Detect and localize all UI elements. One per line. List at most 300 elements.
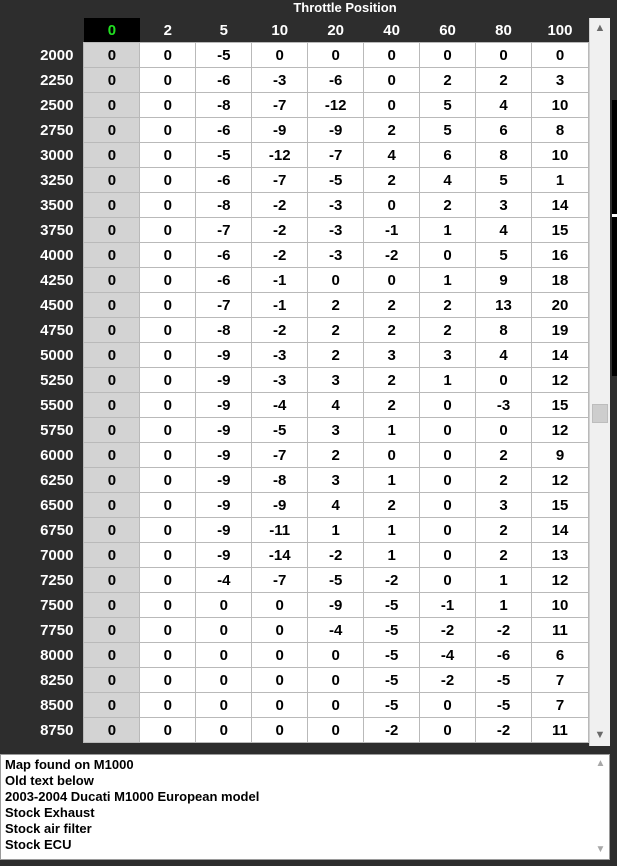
- row-header[interactable]: 2750: [0, 118, 84, 143]
- map-cell[interactable]: 2: [476, 543, 532, 568]
- map-cell[interactable]: 4: [476, 218, 532, 243]
- map-cell[interactable]: 14: [531, 193, 588, 218]
- row-header[interactable]: 8750: [0, 718, 84, 743]
- map-cell[interactable]: 0: [140, 618, 196, 643]
- map-cell[interactable]: 0: [140, 718, 196, 743]
- map-cell[interactable]: -5: [308, 168, 364, 193]
- notes-textarea[interactable]: [0, 754, 610, 860]
- map-cell[interactable]: 0: [420, 568, 476, 593]
- map-cell[interactable]: 0: [140, 418, 196, 443]
- map-cell[interactable]: 0: [420, 393, 476, 418]
- map-cell[interactable]: 0: [140, 468, 196, 493]
- map-cell[interactable]: 0: [140, 593, 196, 618]
- map-cell[interactable]: 0: [140, 43, 196, 68]
- map-cell[interactable]: 0: [140, 393, 196, 418]
- map-cell[interactable]: 0: [84, 168, 140, 193]
- map-cell[interactable]: 2: [420, 318, 476, 343]
- map-cell[interactable]: 0: [252, 43, 308, 68]
- map-cell[interactable]: -1: [364, 218, 420, 243]
- map-cell[interactable]: -5: [364, 618, 420, 643]
- map-cell[interactable]: 0: [84, 268, 140, 293]
- map-cell[interactable]: 0: [140, 268, 196, 293]
- map-cell[interactable]: 0: [196, 718, 252, 743]
- scroll-up-icon[interactable]: ▲: [594, 22, 606, 34]
- map-cell[interactable]: 0: [196, 643, 252, 668]
- row-header[interactable]: 6000: [0, 443, 84, 468]
- map-cell[interactable]: -9: [196, 468, 252, 493]
- map-cell[interactable]: -8: [196, 93, 252, 118]
- map-cell[interactable]: -9: [308, 593, 364, 618]
- map-cell[interactable]: 2: [308, 443, 364, 468]
- map-cell[interactable]: 0: [140, 343, 196, 368]
- map-cell[interactable]: -7: [252, 568, 308, 593]
- map-cell[interactable]: -9: [196, 518, 252, 543]
- map-cell[interactable]: 2: [420, 293, 476, 318]
- map-cell[interactable]: 0: [140, 68, 196, 93]
- map-cell[interactable]: 0: [84, 118, 140, 143]
- map-cell[interactable]: -9: [196, 368, 252, 393]
- map-cell[interactable]: -7: [196, 218, 252, 243]
- row-header[interactable]: 3250: [0, 168, 84, 193]
- map-cell[interactable]: 0: [364, 43, 420, 68]
- map-cell[interactable]: -5: [252, 418, 308, 443]
- map-cell[interactable]: 0: [84, 218, 140, 243]
- map-cell[interactable]: 1: [531, 168, 588, 193]
- map-cell[interactable]: 4: [476, 93, 532, 118]
- map-cell[interactable]: 2: [364, 293, 420, 318]
- map-cell[interactable]: -2: [252, 243, 308, 268]
- map-cell[interactable]: 1: [364, 543, 420, 568]
- map-cell[interactable]: 0: [531, 43, 588, 68]
- map-cell[interactable]: -9: [252, 493, 308, 518]
- map-cell[interactable]: -9: [196, 343, 252, 368]
- map-cell[interactable]: 9: [476, 268, 532, 293]
- map-cell[interactable]: 2: [364, 318, 420, 343]
- map-cell[interactable]: -9: [196, 418, 252, 443]
- map-cell[interactable]: -2: [476, 718, 532, 743]
- map-cell[interactable]: 0: [140, 543, 196, 568]
- map-cell[interactable]: 8: [476, 143, 532, 168]
- map-cell[interactable]: -2: [476, 618, 532, 643]
- map-cell[interactable]: 2: [308, 293, 364, 318]
- map-cell[interactable]: 4: [308, 393, 364, 418]
- map-cell[interactable]: 0: [140, 368, 196, 393]
- map-cell[interactable]: 0: [252, 643, 308, 668]
- map-cell[interactable]: 3: [476, 493, 532, 518]
- map-cell[interactable]: -6: [196, 118, 252, 143]
- map-cell[interactable]: 0: [84, 318, 140, 343]
- map-cell[interactable]: 0: [420, 543, 476, 568]
- map-cell[interactable]: 10: [531, 143, 588, 168]
- map-cell[interactable]: 2: [476, 468, 532, 493]
- map-cell[interactable]: 1: [364, 468, 420, 493]
- map-cell[interactable]: 5: [476, 243, 532, 268]
- map-cell[interactable]: -5: [364, 668, 420, 693]
- map-cell[interactable]: 11: [531, 618, 588, 643]
- map-cell[interactable]: 0: [140, 318, 196, 343]
- map-cell[interactable]: 1: [420, 268, 476, 293]
- map-cell[interactable]: 0: [308, 43, 364, 68]
- map-cell[interactable]: -5: [308, 568, 364, 593]
- map-cell[interactable]: 6: [420, 143, 476, 168]
- map-cell[interactable]: 0: [140, 493, 196, 518]
- map-cell[interactable]: 0: [84, 618, 140, 643]
- map-cell[interactable]: 0: [420, 518, 476, 543]
- map-cell[interactable]: 2: [420, 193, 476, 218]
- map-cell[interactable]: -2: [252, 193, 308, 218]
- map-cell[interactable]: 14: [531, 518, 588, 543]
- map-cell[interactable]: 2: [364, 493, 420, 518]
- map-cell[interactable]: -7: [252, 93, 308, 118]
- map-cell[interactable]: 20: [531, 293, 588, 318]
- map-cell[interactable]: -3: [476, 393, 532, 418]
- map-cell[interactable]: 0: [140, 118, 196, 143]
- map-cell[interactable]: 0: [140, 293, 196, 318]
- map-cell[interactable]: 8: [531, 118, 588, 143]
- map-cell[interactable]: 0: [140, 443, 196, 468]
- map-cell[interactable]: -7: [308, 143, 364, 168]
- row-header[interactable]: 5000: [0, 343, 84, 368]
- row-header[interactable]: 8250: [0, 668, 84, 693]
- map-cell[interactable]: 0: [308, 268, 364, 293]
- map-cell[interactable]: 0: [196, 593, 252, 618]
- map-cell[interactable]: 6: [476, 118, 532, 143]
- map-cell[interactable]: 4: [420, 168, 476, 193]
- map-cell[interactable]: -1: [420, 593, 476, 618]
- map-cell[interactable]: 0: [140, 518, 196, 543]
- map-cell[interactable]: -3: [252, 68, 308, 93]
- map-cell[interactable]: 0: [420, 43, 476, 68]
- map-cell[interactable]: 4: [476, 343, 532, 368]
- map-cell[interactable]: -4: [308, 618, 364, 643]
- table-row: [0, 518, 589, 543]
- column-header[interactable]: 10: [252, 18, 308, 43]
- map-cell[interactable]: 0: [140, 693, 196, 718]
- map-cell[interactable]: 2: [308, 318, 364, 343]
- map-cell[interactable]: 0: [364, 93, 420, 118]
- map-cell[interactable]: 0: [84, 43, 140, 68]
- map-cell[interactable]: -5: [196, 43, 252, 68]
- column-header[interactable]: 100: [531, 18, 588, 43]
- map-cell[interactable]: 0: [140, 93, 196, 118]
- map-cell[interactable]: -5: [476, 693, 532, 718]
- map-cell[interactable]: 5: [420, 93, 476, 118]
- map-cell[interactable]: 1: [476, 568, 532, 593]
- row-header[interactable]: 4500: [0, 293, 84, 318]
- map-cell[interactable]: 0: [140, 168, 196, 193]
- map-cell[interactable]: -8: [196, 193, 252, 218]
- map-cell[interactable]: 0: [364, 268, 420, 293]
- notes-scroll-down-icon[interactable]: ▼: [595, 844, 606, 855]
- map-cell[interactable]: -6: [196, 68, 252, 93]
- map-cell[interactable]: 2: [364, 168, 420, 193]
- map-cell[interactable]: 10: [531, 593, 588, 618]
- map-cell[interactable]: 1: [420, 218, 476, 243]
- map-cell[interactable]: -4: [252, 393, 308, 418]
- map-cell[interactable]: 5: [420, 118, 476, 143]
- row-header[interactable]: 4000: [0, 243, 84, 268]
- map-cell[interactable]: 0: [84, 593, 140, 618]
- map-cell[interactable]: -1: [252, 293, 308, 318]
- map-cell[interactable]: 0: [420, 243, 476, 268]
- map-cell[interactable]: 15: [531, 393, 588, 418]
- map-cell[interactable]: -9: [196, 543, 252, 568]
- map-cell[interactable]: 11: [531, 718, 588, 743]
- map-cell[interactable]: 0: [252, 693, 308, 718]
- map-cell[interactable]: 1: [476, 593, 532, 618]
- map-cell[interactable]: 0: [84, 468, 140, 493]
- map-cell[interactable]: 1: [420, 368, 476, 393]
- map-cell[interactable]: 1: [308, 518, 364, 543]
- map-cell[interactable]: 2: [476, 518, 532, 543]
- map-cell[interactable]: -1: [252, 268, 308, 293]
- map-cell[interactable]: -8: [252, 468, 308, 493]
- row-header[interactable]: 5750: [0, 418, 84, 443]
- map-cell[interactable]: -5: [364, 643, 420, 668]
- column-header[interactable]: 60: [420, 18, 476, 43]
- scrollbar-thumb[interactable]: [592, 404, 608, 423]
- map-cell[interactable]: 3: [364, 343, 420, 368]
- row-header[interactable]: 5500: [0, 393, 84, 418]
- map-cell[interactable]: 0: [140, 643, 196, 668]
- row-header[interactable]: 7500: [0, 593, 84, 618]
- map-cell[interactable]: 2: [476, 68, 532, 93]
- map-cell[interactable]: 19: [531, 318, 588, 343]
- map-cell[interactable]: -9: [252, 118, 308, 143]
- map-cell[interactable]: 5: [476, 168, 532, 193]
- table-row: [0, 268, 589, 293]
- map-cell[interactable]: 0: [84, 93, 140, 118]
- map-cell[interactable]: 15: [531, 493, 588, 518]
- row-header[interactable]: 3500: [0, 193, 84, 218]
- map-cell[interactable]: 0: [84, 143, 140, 168]
- row-header[interactable]: 7000: [0, 543, 84, 568]
- map-cell[interactable]: 0: [196, 618, 252, 643]
- column-header[interactable]: 20: [308, 18, 364, 43]
- map-cell[interactable]: -5: [476, 668, 532, 693]
- map-cell[interactable]: 0: [84, 368, 140, 393]
- map-cell[interactable]: 0: [364, 443, 420, 468]
- map-cell[interactable]: -6: [476, 643, 532, 668]
- map-cell[interactable]: 0: [252, 718, 308, 743]
- scroll-down-icon[interactable]: ▼: [594, 729, 606, 741]
- row-header[interactable]: 6500: [0, 493, 84, 518]
- map-cell[interactable]: 16: [531, 243, 588, 268]
- map-cell[interactable]: 10: [531, 93, 588, 118]
- map-cell[interactable]: 15: [531, 218, 588, 243]
- map-cell[interactable]: 0: [84, 418, 140, 443]
- map-cell[interactable]: -9: [308, 118, 364, 143]
- map-cell[interactable]: -2: [252, 318, 308, 343]
- map-cell[interactable]: -3: [308, 193, 364, 218]
- map-cell[interactable]: 13: [476, 293, 532, 318]
- map-cell[interactable]: -2: [420, 668, 476, 693]
- map-cell[interactable]: 0: [84, 518, 140, 543]
- map-cell[interactable]: 0: [84, 443, 140, 468]
- row-header[interactable]: 8500: [0, 693, 84, 718]
- map-cell[interactable]: 14: [531, 343, 588, 368]
- map-cell[interactable]: -2: [252, 218, 308, 243]
- map-cell[interactable]: 0: [84, 543, 140, 568]
- map-cell[interactable]: 0: [308, 718, 364, 743]
- map-cell[interactable]: 0: [308, 668, 364, 693]
- map-cell[interactable]: 0: [364, 68, 420, 93]
- notes-scroll-up-icon[interactable]: ▲: [595, 758, 606, 769]
- map-cell[interactable]: 2: [420, 68, 476, 93]
- map-cell[interactable]: 0: [84, 568, 140, 593]
- map-cell[interactable]: 12: [531, 468, 588, 493]
- column-header[interactable]: 40: [364, 18, 420, 43]
- map-cell[interactable]: 0: [84, 193, 140, 218]
- row-header[interactable]: 4750: [0, 318, 84, 343]
- row-header[interactable]: 6250: [0, 468, 84, 493]
- map-cell[interactable]: -6: [196, 243, 252, 268]
- map-cell[interactable]: 0: [476, 368, 532, 393]
- map-cell[interactable]: 12: [531, 418, 588, 443]
- map-cell[interactable]: -6: [308, 68, 364, 93]
- map-cell[interactable]: -14: [252, 543, 308, 568]
- map-cell[interactable]: -8: [196, 318, 252, 343]
- map-cell[interactable]: 0: [252, 593, 308, 618]
- map-cell[interactable]: -2: [364, 243, 420, 268]
- map-cell[interactable]: 4: [308, 493, 364, 518]
- map-cell[interactable]: 3: [308, 468, 364, 493]
- map-cell[interactable]: 3: [308, 368, 364, 393]
- map-cell[interactable]: 0: [420, 443, 476, 468]
- map-cell[interactable]: 3: [420, 343, 476, 368]
- map-cell[interactable]: 1: [364, 418, 420, 443]
- map-cell[interactable]: 0: [420, 418, 476, 443]
- map-cell[interactable]: 2: [364, 393, 420, 418]
- map-cell[interactable]: -5: [364, 693, 420, 718]
- map-cell[interactable]: 12: [531, 568, 588, 593]
- map-cell[interactable]: -2: [308, 543, 364, 568]
- map-cell[interactable]: 0: [252, 618, 308, 643]
- map-cell[interactable]: 13: [531, 543, 588, 568]
- map-cell[interactable]: -9: [196, 493, 252, 518]
- map-cell[interactable]: 0: [364, 193, 420, 218]
- row-header[interactable]: 2250: [0, 68, 84, 93]
- column-header[interactable]: 80: [476, 18, 532, 43]
- map-cell[interactable]: 0: [308, 643, 364, 668]
- map-cell[interactable]: -3: [252, 343, 308, 368]
- map-cell[interactable]: 6: [531, 643, 588, 668]
- grid-vertical-scrollbar[interactable]: [589, 18, 610, 746]
- row-header[interactable]: 6750: [0, 518, 84, 543]
- map-cell[interactable]: 0: [476, 418, 532, 443]
- map-cell[interactable]: 7: [531, 693, 588, 718]
- map-cell[interactable]: 0: [84, 718, 140, 743]
- row-header[interactable]: 5250: [0, 368, 84, 393]
- map-cell[interactable]: 9: [531, 443, 588, 468]
- map-cell[interactable]: 0: [420, 468, 476, 493]
- map-cell[interactable]: -3: [252, 368, 308, 393]
- map-cell[interactable]: 0: [140, 218, 196, 243]
- row-header[interactable]: 7250: [0, 568, 84, 593]
- row-header[interactable]: 3750: [0, 218, 84, 243]
- map-cell[interactable]: 0: [196, 693, 252, 718]
- map-cell[interactable]: 0: [84, 68, 140, 93]
- map-cell[interactable]: 0: [84, 693, 140, 718]
- map-cell[interactable]: 0: [84, 493, 140, 518]
- map-cell[interactable]: 0: [308, 693, 364, 718]
- map-cell[interactable]: 0: [140, 193, 196, 218]
- map-cell[interactable]: -2: [364, 718, 420, 743]
- row-header[interactable]: 3000: [0, 143, 84, 168]
- map-cell[interactable]: -2: [364, 568, 420, 593]
- map-cell[interactable]: 12: [531, 368, 588, 393]
- map-cell[interactable]: 0: [420, 693, 476, 718]
- map-cell[interactable]: -5: [196, 143, 252, 168]
- map-cell[interactable]: 2: [364, 368, 420, 393]
- map-cell[interactable]: -7: [252, 443, 308, 468]
- row-header[interactable]: 8000: [0, 643, 84, 668]
- map-cell[interactable]: -12: [308, 93, 364, 118]
- map-cell[interactable]: 0: [196, 668, 252, 693]
- map-cell[interactable]: 18: [531, 268, 588, 293]
- map-cell[interactable]: 0: [140, 143, 196, 168]
- map-cell[interactable]: -2: [420, 618, 476, 643]
- map-cell[interactable]: 0: [140, 243, 196, 268]
- map-cell[interactable]: 2: [364, 118, 420, 143]
- map-cell[interactable]: 2: [476, 443, 532, 468]
- map-cell[interactable]: -5: [364, 593, 420, 618]
- map-cell[interactable]: -3: [308, 243, 364, 268]
- map-cell[interactable]: 4: [364, 143, 420, 168]
- map-cell[interactable]: -11: [252, 518, 308, 543]
- map-cell[interactable]: 0: [420, 493, 476, 518]
- map-cell[interactable]: 0: [84, 393, 140, 418]
- row-header[interactable]: 2500: [0, 93, 84, 118]
- map-cell[interactable]: 0: [476, 43, 532, 68]
- map-cell[interactable]: 0: [84, 643, 140, 668]
- column-header[interactable]: 5: [196, 18, 252, 43]
- map-cell[interactable]: -6: [196, 168, 252, 193]
- notes-scrollbar[interactable]: [592, 755, 609, 859]
- map-cell[interactable]: 0: [420, 718, 476, 743]
- row-header[interactable]: 4250: [0, 268, 84, 293]
- map-cell[interactable]: -4: [420, 643, 476, 668]
- map-cell[interactable]: -12: [252, 143, 308, 168]
- column-header[interactable]: 0: [84, 18, 140, 43]
- map-cell[interactable]: 0: [140, 568, 196, 593]
- column-header[interactable]: 2: [140, 18, 196, 43]
- map-cell[interactable]: 2: [308, 343, 364, 368]
- map-cell[interactable]: -7: [196, 293, 252, 318]
- map-cell[interactable]: 3: [476, 193, 532, 218]
- map-cell[interactable]: -4: [196, 568, 252, 593]
- map-cell[interactable]: 7: [531, 668, 588, 693]
- map-cell[interactable]: 0: [84, 293, 140, 318]
- map-cell[interactable]: -7: [252, 168, 308, 193]
- map-cell[interactable]: 3: [308, 418, 364, 443]
- map-cell[interactable]: 1: [364, 518, 420, 543]
- map-cell[interactable]: -9: [196, 393, 252, 418]
- map-cell[interactable]: 8: [476, 318, 532, 343]
- map-cell[interactable]: 0: [84, 668, 140, 693]
- map-cell[interactable]: -9: [196, 443, 252, 468]
- table-row: [0, 468, 589, 493]
- map-cell[interactable]: -3: [308, 218, 364, 243]
- map-cell[interactable]: 0: [252, 668, 308, 693]
- map-cell[interactable]: 3: [531, 68, 588, 93]
- map-cell[interactable]: 0: [140, 668, 196, 693]
- map-cell[interactable]: -6: [196, 268, 252, 293]
- row-header[interactable]: 7750: [0, 618, 84, 643]
- map-cell[interactable]: 0: [84, 243, 140, 268]
- map-cell[interactable]: 0: [84, 343, 140, 368]
- row-header[interactable]: 2000: [0, 43, 84, 68]
